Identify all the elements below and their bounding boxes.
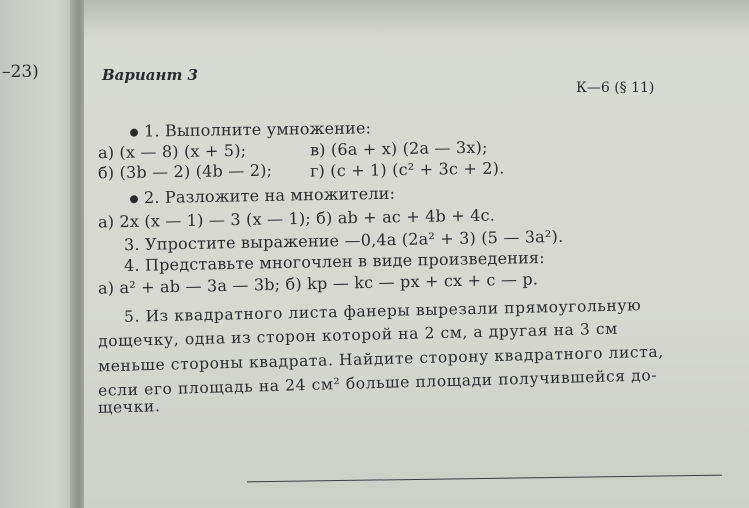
task-1v: в) (6a + x) (2a — 3x);: [309, 137, 488, 160]
task-2-title-text: 2. Разложите на множители:: [143, 183, 396, 208]
bullet-icon: [130, 128, 138, 136]
task-4-line: а) a² + ab — 3a — 3b; б) kp — kc — px + cx + c — p.: [97, 269, 539, 298]
task-1-title: [130, 118, 371, 140]
task-5-line-4: если его площадь на 24 см² больше площади получившейся до-: [97, 366, 658, 400]
bullet-icon: [130, 195, 138, 203]
previous-page-number: –23): [2, 62, 39, 82]
task-5-line-2: дощечку, одна из сторон которой на 2 см, а другая на 3 см: [97, 319, 619, 351]
page-shadow: [84, 0, 749, 40]
task-3: 3. Упростите выражение —0,4a (2a² + 3) (5 — 3a²).: [123, 226, 564, 255]
task-5-line-1: 5. Из квадратного листа фанеры вырезали прямоугольную: [123, 296, 642, 326]
task-5-line-5: щечки.: [97, 397, 161, 417]
task-2-line: а) 2x (x — 1) — 3 (x — 1); б) ab + ac + 4b + 4c.: [97, 205, 496, 232]
task-5-line-3: меньше стороны квадрата. Найдите сторону квадратного листа,: [97, 342, 664, 376]
task-1-title-text: 1. Выполните умножение:: [143, 118, 372, 141]
task-1a: а) (x — 8) (x + 5);: [97, 140, 247, 163]
task-1b: б) (3b — 2) (4b — 2);: [97, 160, 273, 183]
task-1g: г) (c + 1) (c² + 3c + 2).: [309, 158, 505, 181]
variant-title: Вариант 3: [102, 66, 198, 84]
section-code: К—6 (§ 11): [576, 80, 655, 96]
task-4-title: 4. Представьте многочлен в виде произведения:: [123, 247, 545, 276]
